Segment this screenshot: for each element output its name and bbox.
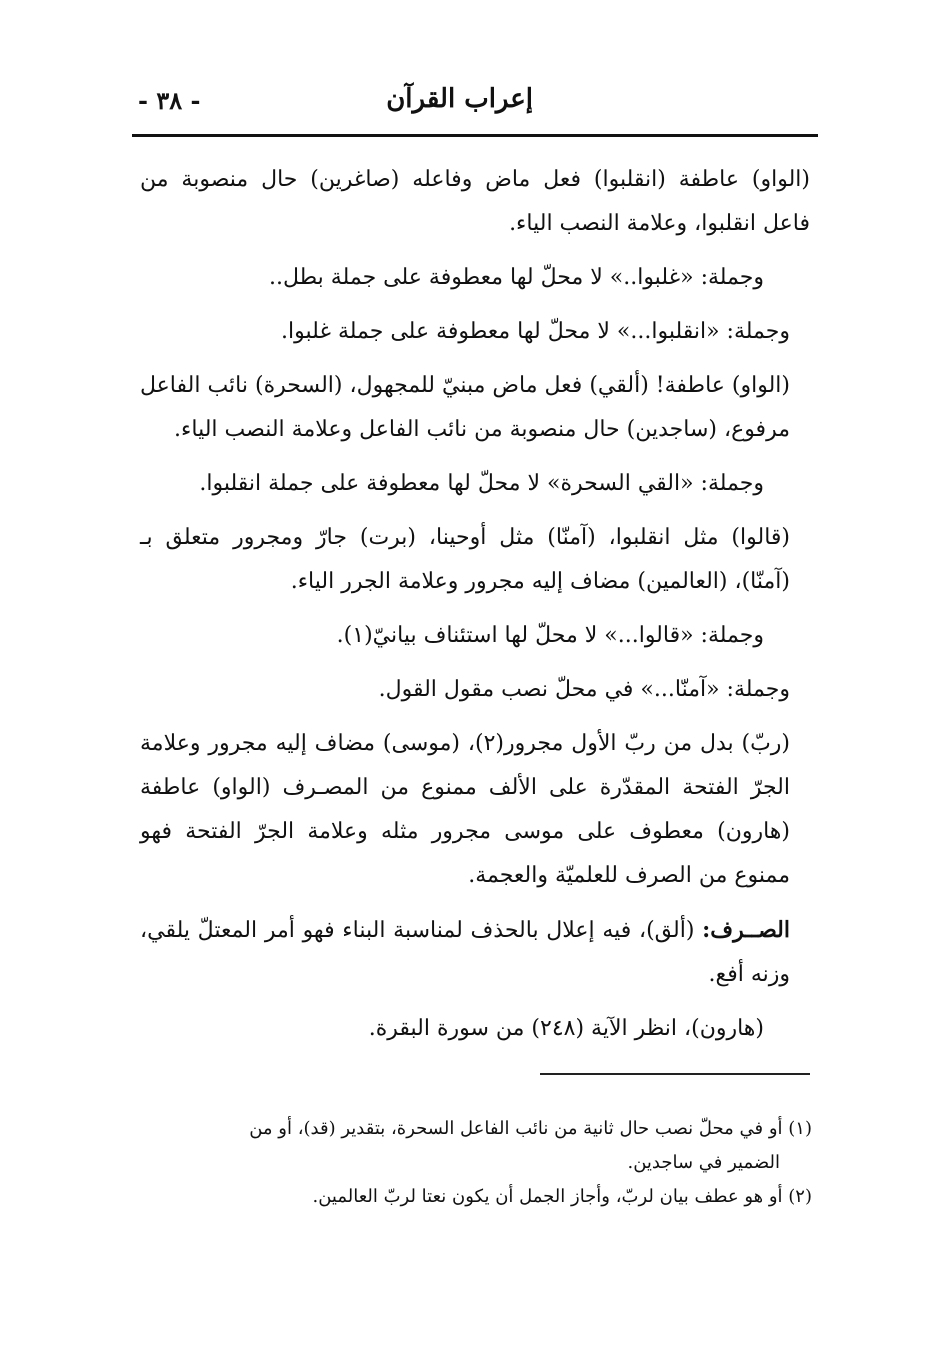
paragraph-3: وجملة: «انقلبوا...» لا محلّ لها معطوفة على جملة غلبوا. bbox=[281, 319, 790, 344]
morphology-text: (ألق)، فيه إعلال بالحذف لمناسبة البناء فهو أمر المعتلّ يلقي، وزنه أفع. bbox=[140, 918, 790, 987]
main-text bbox=[140, 158, 810, 1061]
morphology-label: الصــرف: bbox=[702, 917, 790, 943]
paragraph-7: وجملة: «قالوا...» لا محلّ لها استئناف بيانيّ(١). bbox=[336, 623, 764, 648]
paragraph-1: (الواو) عاطفة (انقلبوا) فعل ماض وفاعله (صاغرين) حال منصوبة من فاعل انقلبوا، وعلامة النصب الياء. bbox=[140, 167, 810, 236]
paragraph-8: وجملة: «آمنّا...» في محلّ نصب مقول القول. bbox=[378, 677, 790, 702]
paragraph-10 bbox=[140, 908, 810, 997]
paragraph-9: (ربّ) بدل من ربّ الأول مجرور(٢)، (موسى) مضاف إليه مجرور وعلامة الجرّ الفتحة المقدّرة على الألف ممنوع من المصـرف (الواو) عاطفة (هارون) معطوف على موسى مجرور مثله وعلامة الجرّ الفتحة فهو ممنوع من الصرف للعلميّة والعجمة. bbox=[140, 731, 790, 888]
footnote-1-continuation: الضمير في ساجدين. bbox=[627, 1152, 780, 1173]
page-header bbox=[138, 84, 818, 124]
footnotes bbox=[140, 1112, 812, 1214]
footnote-1: (١) أو في محلّ نصب حال ثانية من نائب الفاعل السحرة، بتقدير (قد)، أو من bbox=[249, 1118, 812, 1139]
header-divider bbox=[132, 134, 818, 137]
running-title: إعراب القرآن bbox=[386, 84, 533, 114]
paragraph-2: وجملة: «غلبوا..» لا محلّ لها معطوفة على جملة بطل.. bbox=[268, 265, 764, 290]
paragraph-5: وجملة: «القي السحرة» لا محلّ لها معطوفة على جملة انقلبوا. bbox=[199, 471, 764, 496]
paragraph-11: (هارون)، انظر الآية (٢٤٨) من سورة البقرة. bbox=[368, 1016, 764, 1041]
footnote-divider bbox=[540, 1073, 810, 1075]
page-number: - ٣٨ - bbox=[138, 86, 201, 115]
paragraph-6: (قالوا) مثل انقلبوا، (آمنّا) مثل أوحينا، (برت) جارّ ومجرور متعلق بـ (آمنّا)، (العالمين) مضاف إليه مجرور وعلامة الجرر الياء. bbox=[140, 525, 790, 594]
paragraph-4: (الواو) عاطفة! (ألقي) فعل ماض مبنيّ للمجهول، (السحرة) نائب الفاعل مرفوع، (ساجدين) حال منصوبة من نائب الفاعل وعلامة النصب الياء. bbox=[140, 373, 790, 442]
footnote-2: (٢) أو هو عطف بيان لربّ، وأجاز الجمل أن يكون نعتا لربّ العالمين. bbox=[312, 1186, 812, 1207]
